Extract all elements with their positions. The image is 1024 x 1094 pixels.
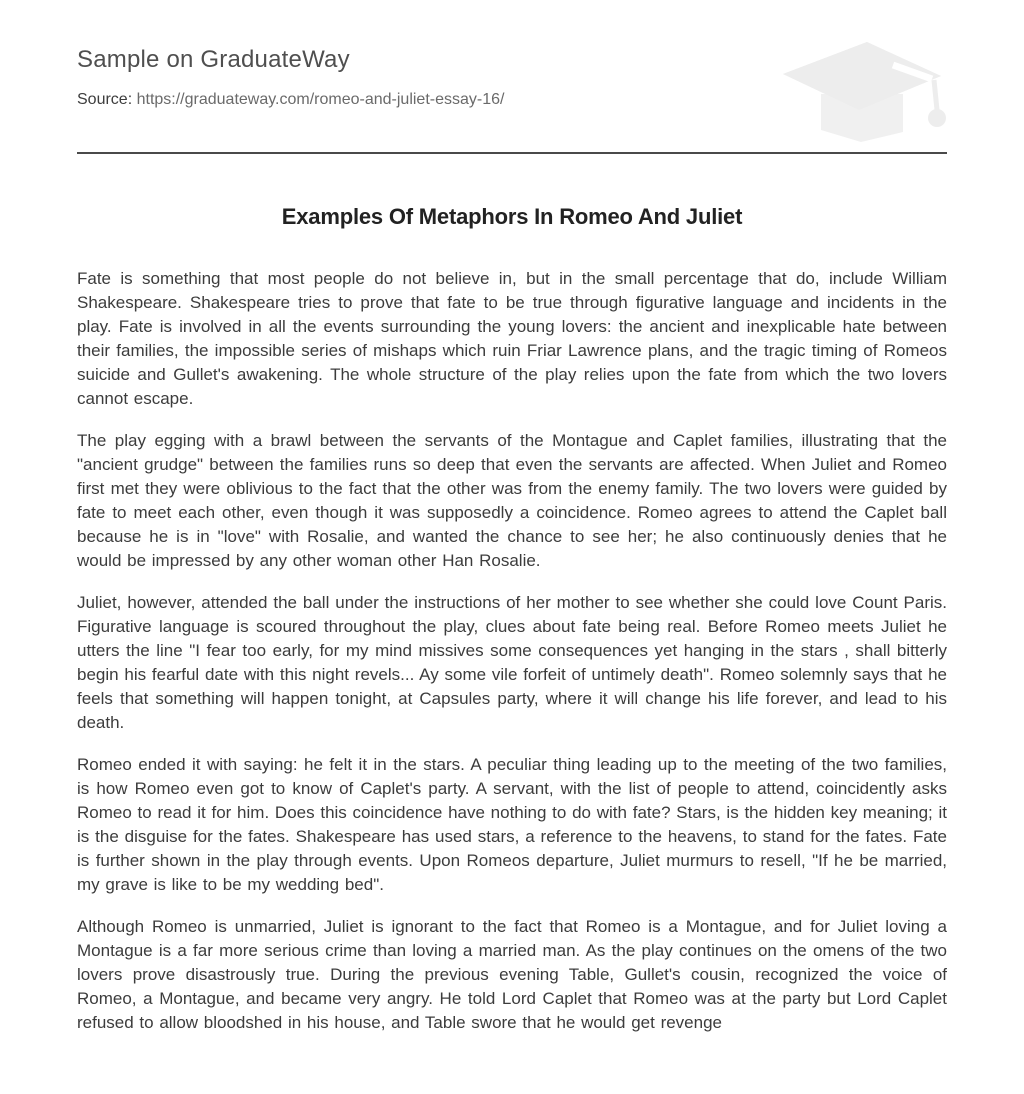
essay-paragraph: Juliet, however, attended the ball under the instructions of her mother to see whether she could love Count Paris. Figurative language is scoured throughout the play, clues about fate being real. Before Romeo meets Juliet he utters the line "I fear too early, for my mind missives some consequences yet hanging in the stars , shall bitterly begin his fearful date with this night revels... Ay some vile forfeit of untimely death". Romeo solemnly says that he feels that something will happen tonight, at Capsules party, where it will change his life forever, and lead to his death. <box>77 593 947 732</box>
source-url-link[interactable]: https://graduateway.com/romeo-and-juliet-essay-16/ <box>136 91 505 108</box>
essay-paragraph: Fate is something that most people do not believe in, but in the small percentage that do, include William Shakespeare. Shakespeare tries to prove that fate to be true through figurative language and incidents in the play. Fate is involved in all the events surrounding the young lovers: the ancient and inexplicable hate between their families, the impossible series of mishaps which ruin Friar Lawrence plans, and the tragic timing of Romeos suicide and Gullet's awakening. The whole structure of the play relies upon the fate from which the two lovers cannot escape. <box>77 269 947 408</box>
essay-paragraph: Although Romeo is unmarried, Juliet is ignorant to the fact that Romeo is a Montague, and for Juliet loving a Montague is a far more serious crime than loving a married man. As the play continues on the omens of the two lovers prove disastrously true. During the previous evening Table, Gullet's cousin, recognized the voice of Romeo, a Montague, and became very angry. He told Lord Caplet that Romeo was at the party but Lord Caplet refused to allow bloodshed in his house, and Table swore that he would get revenge <box>77 917 947 1032</box>
essay-paragraph: Romeo ended it with saying: he felt it in the stars. A peculiar thing leading up to the meeting of the two families, is how Romeo even got to know of Caplet's party. A servant, with the list of people to attend, coincidently asks Romeo to read it for him. Does this coincidence have nothing to do with fate? Stars, is the hidden key meaning; it is the disguise for the fates. Shakespeare has used stars, a reference to the heavens, to stand for the fates. Fate is further shown in the play through events. Upon Romeos departure, Juliet murmurs to resell, "If he be married, my grave is like to be my wedding bed". <box>77 755 947 894</box>
site-label: Sample on GraduateWay <box>77 46 350 73</box>
essay-body <box>77 267 947 1035</box>
graduation-cap-icon <box>777 32 947 144</box>
essay-title: Examples Of Metaphors In Romeo And Juliet <box>281 204 743 229</box>
essay-paragraph: The play egging with a brawl between the servants of the Montague and Caplet families, illustrating that the "ancient grudge" between the families runs so deep that even the servants are affected. When Juliet and Romeo first met they were oblivious to the fact that the other was from the enemy family. The two lovers were guided by fate to meet each other, even though it was supposedly a coincidence. Romeo agrees to attend the Caplet ball because he is in "love" with Rosalie, and wanted the chance to see her; he also continuously denies that he would be impressed by any other woman other Han Rosalie. <box>77 431 947 570</box>
page-header <box>77 46 947 109</box>
source-label: Source: <box>77 91 133 108</box>
header-divider <box>77 152 947 154</box>
